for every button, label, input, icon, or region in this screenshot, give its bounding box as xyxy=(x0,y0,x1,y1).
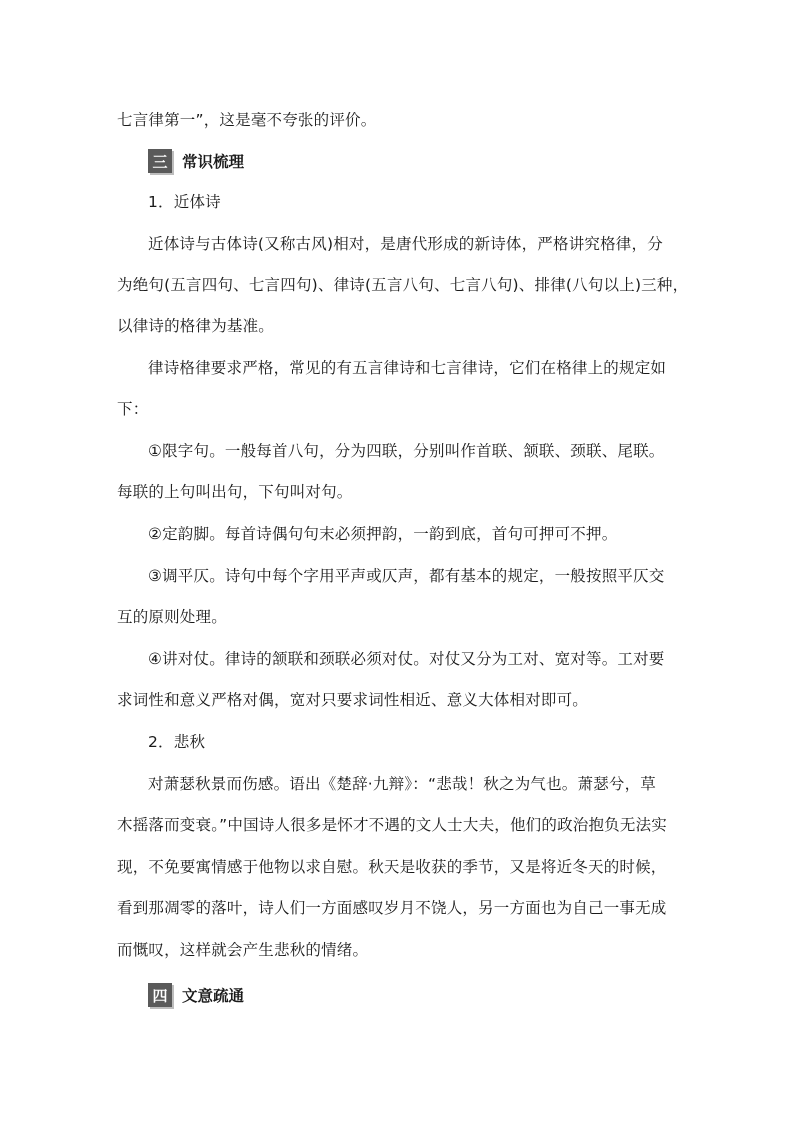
rule-item: ①限字句。一般每首八句，分为四联，分别叫作首联、颔联、颈联、尾联。 xyxy=(148,442,665,460)
paragraph-line: 每联的上句叫出句，下句叫对句。 xyxy=(117,483,353,501)
section-heading-3 xyxy=(148,149,244,173)
paragraph-line: 七言律第一”，这是毫不夸张的评价。 xyxy=(117,111,377,129)
rule-item: ③调平仄。诗句中每个字用平声或仄声，都有基本的规定，一般按照平仄交 xyxy=(148,567,665,585)
paragraph-line: 律诗格律要求严格，常见的有五言律诗和七言律诗，它们在格律上的规定如 xyxy=(148,359,667,377)
paragraph-line: 求词性和意义严格对偶，宽对只要求词性相近、意义大体相对即可。 xyxy=(117,691,589,709)
section-title: 常识梳理 xyxy=(182,153,245,171)
section-number-badge: 四 xyxy=(148,983,172,1007)
paragraph-line: 下： xyxy=(117,400,149,418)
paragraph-line: 以律诗的格律为基准。 xyxy=(117,317,275,335)
section-heading-4 xyxy=(148,983,244,1007)
paragraph-line: 木摇落而变衰。”中国诗人很多是怀才不遇的文人士大夫，他们的政治抱负无法实 xyxy=(117,816,667,834)
paragraph-line: 而慨叹，这样就会产生悲秋的情绪。 xyxy=(117,941,369,959)
paragraph-line: 看到那凋零的落叶，诗人们一方面感叹岁月不饶人，另一方面也为自己一事无成 xyxy=(117,899,667,917)
subsection-title: 1．近体诗 xyxy=(148,193,221,211)
paragraph-line: 现，不免要寓情感于他物以求自慰。秋天是收获的季节，又是将近冬天的时候， xyxy=(117,858,667,876)
subsection-title: 2．悲秋 xyxy=(148,733,206,751)
section-title: 文意疏通 xyxy=(182,987,245,1005)
paragraph-line: 为绝句(五言四句、七言四句)、律诗(五言八句、七言八句)、排律(八句以上)三种， xyxy=(117,276,689,294)
paragraph-line: 对萧瑟秋景而伤感。语出《楚辞·九辩》：“悲哉！秋之为气也。萧瑟兮，草 xyxy=(148,775,657,793)
rule-item: ④讲对仗。律诗的颔联和颈联必须对仗。对仗又分为工对、宽对等。工对要 xyxy=(148,650,665,668)
paragraph-line: 互的原则处理。 xyxy=(117,608,227,626)
section-number-badge: 三 xyxy=(148,149,172,173)
paragraph-line: 近体诗与古体诗(又称古风)相对，是唐代形成的新诗体，严格讲究格律，分 xyxy=(148,235,663,253)
rule-item: ②定韵脚。每首诗偶句句末必须押韵，一韵到底，首句可押可不押。 xyxy=(148,525,618,543)
